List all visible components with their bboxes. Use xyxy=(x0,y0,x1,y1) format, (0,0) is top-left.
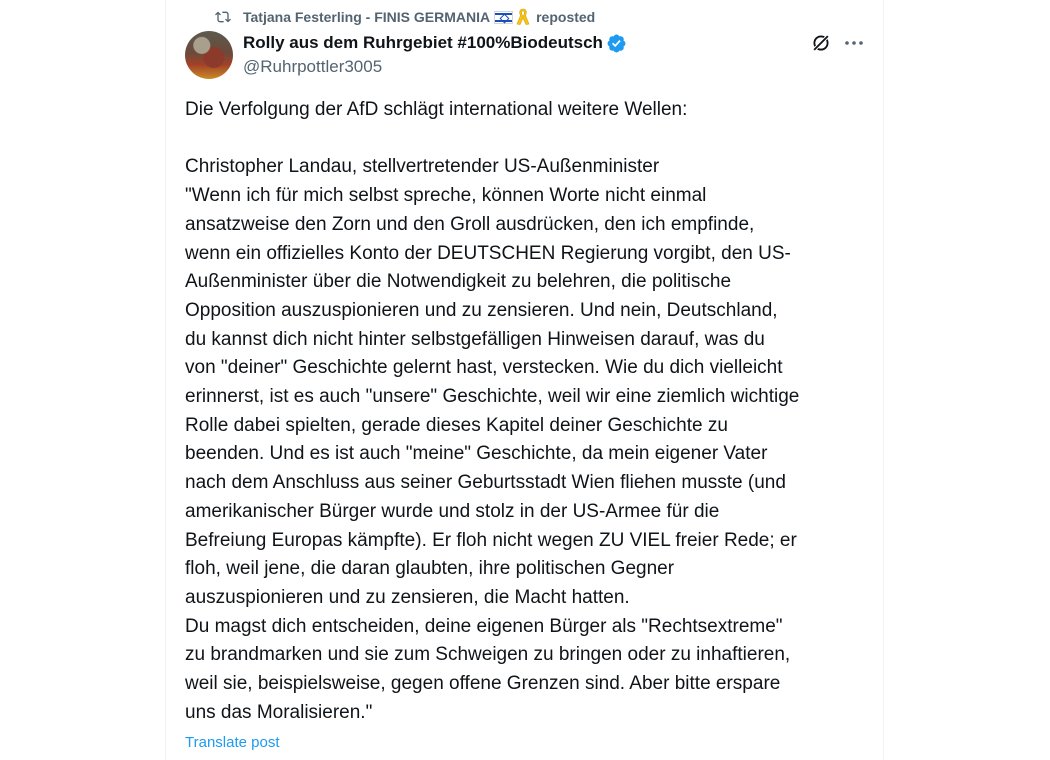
post-text-line: erinnerst, ist es auch "unsere" Geschichte, weil wir eine ziemlich wichtige xyxy=(185,386,800,408)
translate-post-link[interactable]: Translate post xyxy=(185,734,280,751)
israel-flag-icon xyxy=(494,11,513,24)
post-text-line: von "deiner" Geschichte gelernt hast, verstecken. Wie du dich vielleicht xyxy=(185,357,783,379)
post-text-line xyxy=(185,125,870,154)
post-text-line: zu brandmarken und sie zum Schweigen zu bringen oder zu inhaftieren, xyxy=(185,644,791,666)
reposter-name[interactable]: Tatjana Festerling - FINIS GERMANIA xyxy=(243,9,491,25)
post-text-line: auszuspionieren und zu zensieren, die Macht hatten. xyxy=(185,586,630,608)
post-text-line: Außenminister über die Notwendigkeit zu belehren, die politische xyxy=(185,271,732,293)
post-text-line: amerikanischer Bürger wurde und stolz in der US-Armee für die xyxy=(185,500,720,522)
post-text-line: Die Verfolgung der AfD schlägt international weitere Wellen: xyxy=(185,99,688,120)
post-text-line: du kannst dich nicht hinter selbstgefälligen Hinweisen darauf, was du xyxy=(185,328,765,350)
author-avatar[interactable] xyxy=(185,31,233,79)
post-text-line: Rolle dabei spielten, gerade dieses Kapitel deiner Geschichte zu xyxy=(185,414,728,436)
post-text-line: wenn ein offizielles Konto der DEUTSCHEN Regierung vorgibt, den US- xyxy=(185,242,791,264)
post-text xyxy=(185,96,870,727)
post-text-line: uns das Moralisieren." xyxy=(185,701,373,723)
verified-badge-icon xyxy=(606,33,627,54)
yellow-ribbon-icon xyxy=(516,8,530,26)
post-text-line: Du magst dich entscheiden, deine eigenen Bürger als "Rechtsextreme" xyxy=(185,615,783,637)
post-text-line: floh, weil jene, die daran glaubten, ihre politischen Gegner xyxy=(185,558,675,580)
grok-icon[interactable] xyxy=(810,32,832,54)
post-text-line: nach dem Anschluss aus seiner Geburtsstadt Wien fliehen musste (und xyxy=(185,472,786,494)
author-display-name[interactable]: Rolly aus dem Ruhrgebiet #100%Biodeutsch xyxy=(243,33,603,52)
repost-indicator[interactable] xyxy=(215,7,595,27)
author-handle[interactable]: @Ruhrpottler3005 xyxy=(243,57,383,76)
repost-icon xyxy=(215,9,231,25)
repost-label: reposted xyxy=(536,9,596,25)
post-text-line: Opposition auszuspionieren und zu zensieren. Und nein, Deutschland, xyxy=(185,299,778,321)
post-text-line: "Wenn ich für mich selbst spreche, können Worte nicht einmal xyxy=(185,185,707,207)
post-text-line: Befreiung Europas kämpfte). Er floh nicht wegen ZU VIEL freier Rede; er xyxy=(185,529,797,551)
post-text-line: weil sie, beispielsweise, gegen offene Grenzen sind. Aber bitte erspare xyxy=(185,673,781,695)
post-text-line: beenden. Und es ist auch "meine" Geschichte, da mein eigener Vater xyxy=(185,443,768,465)
post-text-line: ansatzweise den Zorn und den Groll ausdrücken, den ich empfinde, xyxy=(185,213,755,235)
author-name-row[interactable] xyxy=(243,32,627,54)
post-text-line: Christopher Landau, stellvertretender US-Außenminister xyxy=(185,156,660,178)
more-options-icon[interactable] xyxy=(842,31,866,55)
